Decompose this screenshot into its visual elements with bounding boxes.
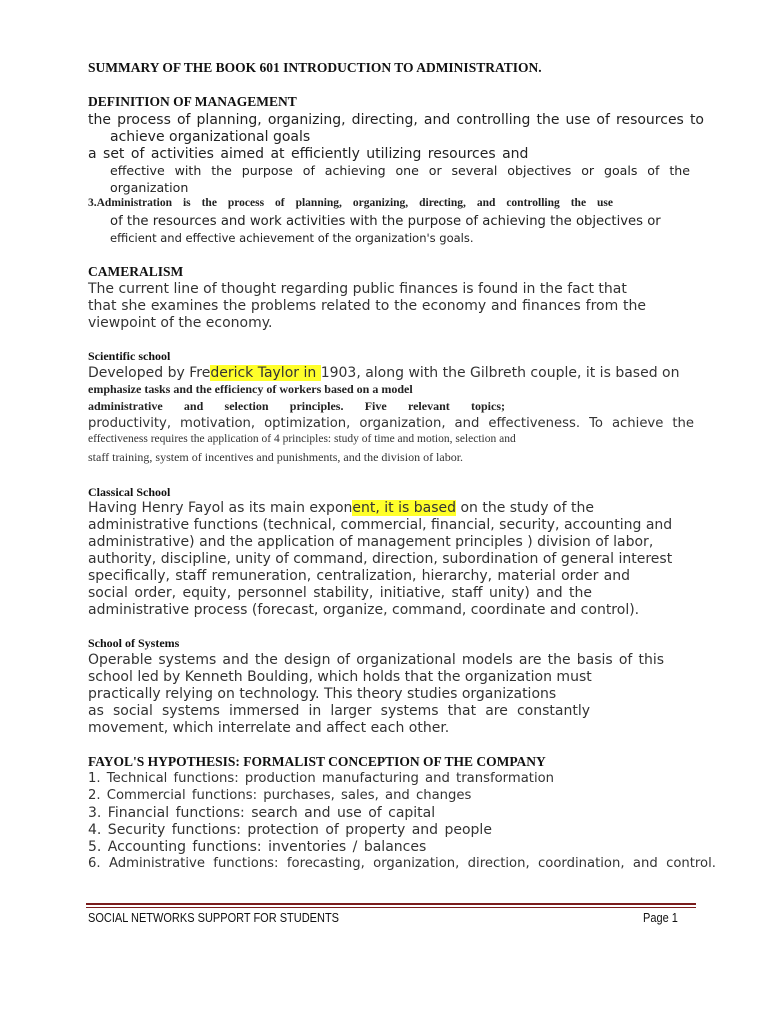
footer-rule <box>86 903 696 905</box>
systems-line-4: as social systems immersed in larger systems that are constantly <box>88 703 590 719</box>
definition-line-7: of the resources and work activities with the purpose of achieving the objectives or <box>110 214 661 229</box>
classical-line-1: Having Henry Fayol as its main exponent, it is based on the study of the <box>88 500 594 516</box>
fayol-heading: FAYOL'S HYPOTHESIS: FORMALIST CONCEPTION OF THE COMPANY <box>88 754 546 769</box>
scientific-line-5: effectiveness requires the application of 4 principles: study of time and motion, selection and <box>88 433 516 445</box>
scientific-line-3: administrative and selection principles. Five relevant topics; <box>88 399 505 413</box>
page-number: Page 1 <box>643 911 678 925</box>
cameralism-line-3: viewpoint of the economy. <box>88 315 273 331</box>
document-title: SUMMARY OF THE BOOK 601 INTRODUCTION TO ADMINISTRATION. <box>88 60 542 75</box>
cameralism-line-1: The current line of thought regarding public finances is found in the fact that <box>88 281 627 297</box>
systems-line-2: school led by Kenneth Boulding, which holds that the organization must <box>88 669 592 685</box>
cameralism-line-2: that she examines the problems related to the economy and finances from the <box>88 298 646 314</box>
footer-rule-thin <box>86 907 696 908</box>
classical-line-5: specifically, staff remuneration, centralization, hierarchy, material order and <box>88 568 630 584</box>
fayol-item-3: 3. Financial functions: search and use of capital <box>88 805 436 821</box>
definition-line-5: organization <box>110 180 189 195</box>
systems-line-3: practically relying on technology. This theory studies organizations <box>88 686 557 702</box>
scientific-line-2: emphasize tasks and the efficiency of workers based on a model <box>88 382 413 396</box>
fayol-item-5: 5. Accounting functions: inventories / balances <box>88 839 427 855</box>
cameralism-heading: CAMERALISM <box>88 264 184 279</box>
scientific-line-1: Developed by Frederick Taylor in 1903, along with the Gilbreth couple, it is based on <box>88 365 680 381</box>
definition-line-1: the process of planning, organizing, directing, and controlling the use of resources to <box>88 112 704 128</box>
definition-line-4: effective with the purpose of achieving one or several objectives or goals of the <box>110 163 690 178</box>
scientific-line-4: productivity, motivation, optimization, organization, and effectiveness. To achieve the <box>88 416 694 431</box>
classical-line-2: administrative functions (technical, commercial, financial, security, accounting and <box>88 517 673 533</box>
systems-line-5: movement, which interrelate and affect each other. <box>88 720 450 736</box>
definition-line-8: efficient and effective achievement of the organization's goals. <box>110 231 474 245</box>
scientific-line-6: staff training, system of incentives and punishments, and the division of labor. <box>88 450 464 464</box>
classical-heading: Classical School <box>88 485 171 499</box>
highlight-fayol: ent, it is based <box>352 500 456 516</box>
classical-line-6: social order, equity, personnel stability, initiative, staff unity) and the <box>88 585 592 601</box>
definition-heading: DEFINITION OF MANAGEMENT <box>88 94 297 109</box>
footer-text: SOCIAL NETWORKS SUPPORT FOR STUDENTS <box>88 911 340 925</box>
scientific-heading: Scientific school <box>88 349 171 363</box>
fayol-item-4: 4. Security functions: protection of property and people <box>88 822 492 838</box>
definition-line-6: 3.Administration is the process of planning, organizing, directing, and controlling the use <box>88 197 613 209</box>
definition-line-2: achieve organizational goals <box>110 129 311 145</box>
fayol-item-1: 1. Technical functions: production manufacturing and transformation <box>88 771 555 786</box>
classical-line-7: administrative process (forecast, organize, command, coordinate and control). <box>88 602 640 618</box>
systems-line-1: Operable systems and the design of organizational models are the basis of this <box>88 652 664 668</box>
systems-heading: School of Systems <box>88 636 180 650</box>
fayol-item-6: 6. Administrative functions: forecasting, organization, direction, coordination, and control. <box>88 856 716 871</box>
highlight-taylor: derick Taylor in <box>210 365 321 381</box>
classical-line-3: administrative) and the application of management principles ) division of labor, <box>88 534 654 550</box>
classical-line-4: authority, discipline, unity of command, direction, subordination of general interest <box>88 551 673 567</box>
fayol-item-2: 2. Commercial functions: purchases, sales, and changes <box>88 788 472 803</box>
definition-line-3: a set of activities aimed at efficiently utilizing resources and <box>88 146 529 162</box>
